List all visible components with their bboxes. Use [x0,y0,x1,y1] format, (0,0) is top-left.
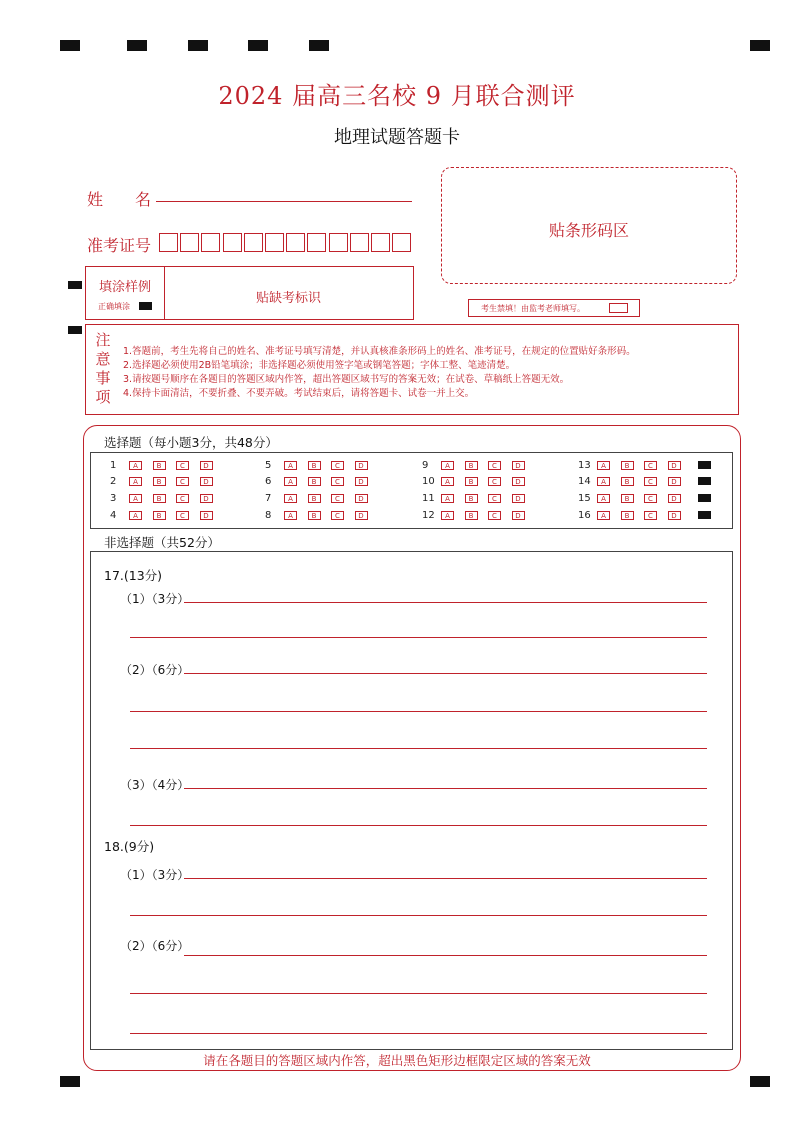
option-a-bubble[interactable]: A [597,494,610,503]
filled-sample-icon [139,302,152,310]
option-b-bubble[interactable]: B [153,494,166,503]
option-b-bubble[interactable]: B [153,461,166,470]
option-b-bubble[interactable]: B [465,461,478,470]
question-number: 7 [265,493,272,504]
option-c-bubble[interactable]: C [644,477,657,486]
id-digit-box[interactable] [180,233,199,252]
option-c-bubble[interactable]: C [644,461,657,470]
option-c-bubble[interactable]: C [644,494,657,503]
question-number: 4 [110,510,117,521]
question-18-part-1: （1）（3分） [120,868,190,882]
option-a-bubble[interactable]: A [129,477,142,486]
footer-warning: 请在各题目的答题区域内作答，超出黑色矩形边框限定区域的答案无效 [203,1053,591,1068]
missing-exam-note-text: 考生禁填！由监考老师填写。 [481,304,585,313]
option-a-bubble[interactable]: A [284,477,297,486]
timing-mark [698,477,711,485]
question-number: 6 [265,476,272,487]
nonchoice-section-title: 非选择题（共52分） [104,535,220,550]
question-number: 3 [110,493,117,504]
answer-line[interactable] [130,915,707,916]
question-number: 10 [422,476,435,487]
option-b-bubble[interactable]: B [153,511,166,520]
option-d-bubble[interactable]: D [512,494,525,503]
option-d-bubble[interactable]: D [668,511,681,520]
option-d-bubble[interactable]: D [355,511,368,520]
note-item: 3.请按题号顺序在各题目的答题区域内作答，超出答题区域书写的答案无效；在试卷、草稿纸上答题无效。 [123,374,570,385]
name-label: 姓 名 [87,190,152,209]
registration-mark [60,1076,80,1087]
note-item: 1.答题前，考生先将自己的姓名、准考证号填写清楚，并认真核准条形码上的姓名、准考证号，在规定的位置贴好条形码。 [123,346,636,357]
nonchoice-answer-box [90,551,733,1050]
option-b-bubble[interactable]: B [308,477,321,486]
option-b-bubble[interactable]: B [621,477,634,486]
note-item: 2.选择题必须使用2B铅笔填涂；非选择题必须使用签字笔或钢笔答题；字体工整、笔迹清楚。 [123,360,516,371]
option-c-bubble[interactable]: C [331,511,344,520]
registration-mark [60,40,80,51]
choice-section-title: 选择题（每小题3分，共48分） [104,435,278,450]
answer-line[interactable] [184,788,707,789]
registration-mark [750,1076,770,1087]
notes-label: 注意事项 [95,331,111,406]
question-number: 11 [422,493,435,504]
answer-line[interactable] [130,711,707,712]
question-number: 9 [422,460,429,471]
timing-mark [698,494,711,502]
option-d-bubble[interactable]: D [200,461,213,470]
question-number: 5 [265,460,272,471]
option-b-bubble[interactable]: B [621,494,634,503]
option-c-bubble[interactable]: C [488,494,501,503]
id-digit-box[interactable] [392,233,411,252]
answer-line[interactable] [130,748,707,749]
question-number: 1 [110,460,117,471]
question-number: 12 [422,510,435,521]
page-title: 2024 届高三名校 9 月联合测评 [218,82,576,110]
id-digit-box[interactable] [265,233,284,252]
fill-sample-box [85,266,414,320]
id-digit-box[interactable] [201,233,220,252]
question-17-part-3: （3）（4分） [120,778,190,792]
registration-mark [127,40,147,51]
answer-line[interactable] [184,878,707,879]
note-item: 4.保持卡面清洁，不要折叠、不要弄破。考试结束后，请将答题卡、试卷一并上交。 [123,388,475,399]
answer-line[interactable] [184,955,707,956]
id-digit-box[interactable] [371,233,390,252]
option-d-bubble[interactable]: D [355,477,368,486]
option-d-bubble[interactable]: D [668,477,681,486]
option-d-bubble[interactable]: D [512,461,525,470]
option-a-bubble[interactable]: A [284,494,297,503]
option-a-bubble[interactable]: A [441,494,454,503]
option-a-bubble[interactable]: A [597,511,610,520]
question-number: 15 [578,493,591,504]
option-c-bubble[interactable]: C [331,494,344,503]
id-digit-box[interactable] [244,233,263,252]
missing-exam-checkbox[interactable] [609,303,628,313]
id-digit-box[interactable] [350,233,369,252]
id-digit-box[interactable] [329,233,348,252]
question-number: 8 [265,510,272,521]
id-digit-box[interactable] [307,233,326,252]
option-b-bubble[interactable]: B [465,511,478,520]
question-17-part-2: （2）（6分） [120,663,190,677]
answer-line[interactable] [130,637,707,638]
option-b-bubble[interactable]: B [153,477,166,486]
option-d-bubble[interactable]: D [512,511,525,520]
answer-line[interactable] [130,993,707,994]
option-c-bubble[interactable]: C [176,511,189,520]
option-a-bubble[interactable]: A [284,511,297,520]
option-d-bubble[interactable]: D [668,461,681,470]
option-c-bubble[interactable]: C [644,511,657,520]
page-subtitle: 地理试题答题卡 [334,127,460,148]
missing-exam-label: 贴缺考标识 [255,291,321,306]
option-b-bubble[interactable]: B [465,477,478,486]
option-d-bubble[interactable]: D [200,511,213,520]
option-b-bubble[interactable]: B [308,461,321,470]
question-18-title: 18.(9分) [104,839,155,854]
registration-mark [68,281,82,289]
option-b-bubble[interactable]: B [621,511,634,520]
option-a-bubble[interactable]: A [597,477,610,486]
option-d-bubble[interactable]: D [668,494,681,503]
answer-line[interactable] [130,1033,707,1034]
registration-mark [750,40,770,51]
id-digit-box[interactable] [223,233,242,252]
notes-box [85,324,739,415]
question-18-part-2: （2）（6分） [120,939,190,953]
answer-line[interactable] [184,602,707,603]
option-b-bubble[interactable]: B [308,494,321,503]
option-a-bubble[interactable]: A [597,461,610,470]
option-b-bubble[interactable]: B [308,511,321,520]
answer-line[interactable] [130,825,707,826]
option-d-bubble[interactable]: D [200,477,213,486]
registration-mark [309,40,329,51]
option-a-bubble[interactable]: A [441,461,454,470]
option-d-bubble[interactable]: D [512,477,525,486]
option-a-bubble[interactable]: A [441,477,454,486]
option-d-bubble[interactable]: D [200,494,213,503]
question-number: 14 [578,476,591,487]
option-c-bubble[interactable]: C [176,461,189,470]
timing-mark [698,461,711,469]
id-digit-box[interactable] [159,233,178,252]
correct-fill-label: 正确填涂 [98,302,130,311]
option-d-bubble[interactable]: D [355,461,368,470]
option-c-bubble[interactable]: C [176,477,189,486]
question-number: 2 [110,476,117,487]
option-a-bubble[interactable]: A [441,511,454,520]
option-c-bubble[interactable]: C [331,461,344,470]
answer-line[interactable] [184,673,707,674]
name-field[interactable] [156,200,412,202]
fill-sample-label: 填涂样例 [98,280,151,295]
option-c-bubble[interactable]: C [488,461,501,470]
option-c-bubble[interactable]: C [176,494,189,503]
option-a-bubble[interactable]: A [129,511,142,520]
option-b-bubble[interactable]: B [621,461,634,470]
question-number: 16 [578,510,591,521]
question-17-title: 17.(13分) [104,568,163,583]
missing-exam-note [468,299,640,317]
timing-mark [698,511,711,519]
question-17-part-1: （1）（3分） [120,592,190,606]
option-c-bubble[interactable]: C [488,477,501,486]
option-a-bubble[interactable]: A [129,461,142,470]
option-c-bubble[interactable]: C [488,511,501,520]
option-a-bubble[interactable]: A [129,494,142,503]
id-digit-box[interactable] [286,233,305,252]
option-a-bubble[interactable]: A [284,461,297,470]
option-c-bubble[interactable]: C [331,477,344,486]
registration-mark [188,40,208,51]
registration-mark [248,40,268,51]
barcode-label: 贴条形码区 [548,221,629,240]
question-number: 13 [578,460,591,471]
option-d-bubble[interactable]: D [355,494,368,503]
barcode-area [441,167,737,284]
option-b-bubble[interactable]: B [465,494,478,503]
id-label: 准考证号 [87,236,152,255]
registration-mark [68,326,82,334]
